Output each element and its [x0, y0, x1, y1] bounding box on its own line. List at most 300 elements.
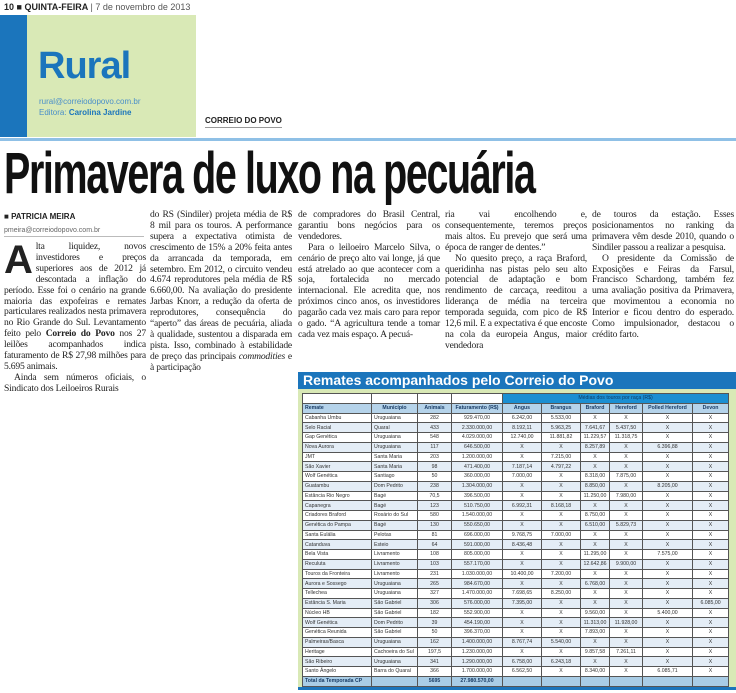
table-cell: X	[643, 530, 693, 540]
table-cell: São Xavier	[303, 462, 372, 472]
weekday: QUINTA-FEIRA	[24, 2, 88, 12]
table-cell: 6.758,00	[503, 657, 542, 667]
paragraph: ria vai encolhendo e, consequentemente, teremos preços mais altos. Eu prevejo que será uma época de ranger de dentes.”	[445, 209, 587, 253]
newspaper-brand: CORREIO DO POVO	[205, 116, 282, 128]
table-cell: X	[542, 667, 581, 677]
table-cell: X	[643, 628, 693, 638]
table-cell: 130	[418, 520, 452, 530]
table-cell: X	[693, 589, 729, 599]
masthead-accent-bar	[0, 15, 27, 137]
section-masthead	[0, 15, 196, 137]
table-cell: 8.205,00	[643, 481, 693, 491]
table-cell: 6.510,00	[581, 520, 610, 530]
article-column-1	[4, 238, 146, 395]
total-cell	[610, 676, 643, 686]
table-cell: 646.500,00	[452, 442, 503, 452]
table-cell: X	[693, 481, 729, 491]
table-row	[303, 481, 729, 491]
table-cell: 9.857,58	[581, 647, 610, 657]
page-number: 10	[4, 2, 15, 12]
author-byline: ■ PATRICIA MEIRA	[4, 212, 76, 221]
table-row	[303, 491, 729, 501]
table-cell: Aurora e Sossego	[303, 579, 372, 589]
table-cell: X	[610, 550, 643, 560]
table-cell: Santiago	[372, 472, 418, 482]
total-cell	[693, 676, 729, 686]
table-cell: 5.829,73	[610, 520, 643, 530]
paragraph: do RS (Sindiler) projeta média de R$ 8 mil para os touros. A performance supera a expectativa otimista de crescimento de 15% a 20% feita antes da arrancada da temporada, em setembro. Em 2012, o circuito vendeu 4.674 reprodutores pela média de R$ 6.660,00. Na avaliação do presidente Jarbas Knorr, a redução da oferta de reprodutores, consequência do “aperto” das áreas de pecuária, aliada à qualidade, sustentou a disparada em pista. Isso, combinado à estabilidade de preço das principais commodities e à participação	[150, 209, 292, 373]
table-cell: 7.000,00	[503, 472, 542, 482]
table-cell: 8.192,11	[503, 423, 542, 433]
table-cell: X	[503, 579, 542, 589]
column-header: Remate	[303, 403, 372, 413]
table-cell: X	[693, 452, 729, 462]
table-cell: 8.750,00	[581, 511, 610, 521]
table-cell: X	[503, 628, 542, 638]
article-column-4	[445, 210, 587, 352]
table-cell: 396.370,00	[452, 628, 503, 638]
table-cell: 6.085,00	[693, 598, 729, 608]
table-cell: Dom Pedrito	[372, 481, 418, 491]
table-title: Remates acompanhados pelo Correio do Povo	[298, 372, 736, 389]
table-cell: Uruguaiana	[372, 579, 418, 589]
table-cell: X	[503, 559, 542, 569]
table-cell: 1.470.000,00	[452, 589, 503, 599]
table-cell: X	[610, 540, 643, 550]
table-cell: X	[693, 647, 729, 657]
table-cell: X	[503, 442, 542, 452]
table-row	[303, 462, 729, 472]
group-header-row	[303, 394, 729, 404]
total-cell	[643, 676, 693, 686]
table-cell: 50	[418, 472, 452, 482]
table-cell: 5.533,00	[542, 413, 581, 423]
table-cell: 548	[418, 433, 452, 443]
table-row	[303, 472, 729, 482]
table-cell: 10.400,00	[503, 569, 542, 579]
table-cell: 182	[418, 608, 452, 618]
table-cell: X	[610, 579, 643, 589]
total-cell	[542, 676, 581, 686]
table-cell: 306	[418, 598, 452, 608]
table-cell: Criadores Braford	[303, 511, 372, 521]
table-cell: 12.740,00	[503, 433, 542, 443]
table-cell: 552.900,00	[452, 608, 503, 618]
table-cell: Uruguaiana	[372, 413, 418, 423]
table-cell: São Gabriel	[372, 608, 418, 618]
table-cell: 12.642,86	[581, 559, 610, 569]
table-cell: 203	[418, 452, 452, 462]
table-cell: 70,5	[418, 491, 452, 501]
table-cell: Touros da Fronteira	[303, 569, 372, 579]
table-cell: 591.000,00	[452, 540, 503, 550]
table-cell: 7.395,00	[503, 598, 542, 608]
table-cell: 7.200,00	[542, 569, 581, 579]
table-row	[303, 501, 729, 511]
section-editor	[39, 108, 132, 117]
table-row	[303, 559, 729, 569]
table-row	[303, 628, 729, 638]
table-row	[303, 667, 729, 677]
table-cell: X	[693, 628, 729, 638]
paragraph: Alta liquidez, novos investidores e preços superiores aos de 2012 já descontada a inflação do período. Esse foi o cenário na grande maioria das expofeiras e remates particulares realizados nesta primavera no Rio Grande do Sul. Levantamento feito pelo Correio do Povo nos 27 leilões acompanhados indica faturamento de R$ 27,98 milhões para 5.695 animais.	[4, 238, 146, 372]
table-cell: Nova Aurora	[303, 442, 372, 452]
issue-date: 7 de novembro de 2013	[95, 2, 191, 12]
table-cell: 471.400,00	[452, 462, 503, 472]
table-cell: São Ribeiro	[303, 657, 372, 667]
article-column-2	[150, 210, 292, 374]
table-cell: 7.000,00	[542, 530, 581, 540]
table-cell: 5.540,00	[542, 637, 581, 647]
column-header-row	[303, 403, 729, 413]
table-cell: 11.881,82	[542, 433, 581, 443]
table-cell: 8.168,18	[542, 501, 581, 511]
table-cell: Uruguaiana	[372, 589, 418, 599]
table-cell: Bela Vista	[303, 550, 372, 560]
table-cell: X	[610, 530, 643, 540]
table-cell: 8.340,00	[581, 667, 610, 677]
table-cell: 11.313,00	[581, 618, 610, 628]
total-row	[303, 676, 729, 686]
table-cell: X	[503, 511, 542, 521]
table-cell: 6.562,50	[503, 667, 542, 677]
table-cell: 580	[418, 511, 452, 521]
column-header: Animais	[418, 403, 452, 413]
table-cell: X	[693, 462, 729, 472]
table-cell: X	[542, 442, 581, 452]
table-cell: 6.992,31	[503, 501, 542, 511]
table-row	[303, 511, 729, 521]
table-cell: X	[643, 472, 693, 482]
table-cell: X	[693, 423, 729, 433]
table-cell: 557.170,00	[452, 559, 503, 569]
table-cell: 282	[418, 413, 452, 423]
paragraph: Ainda sem números oficiais, o Sindicato dos Leiloeiros Rurais	[4, 371, 146, 394]
table-cell: X	[503, 608, 542, 618]
table-cell: Estância S. Maria	[303, 598, 372, 608]
table-cell: X	[693, 530, 729, 540]
table-cell: São Gabriel	[372, 628, 418, 638]
table-row	[303, 540, 729, 550]
table-cell: Quaraí	[372, 423, 418, 433]
table-cell: Bagé	[372, 491, 418, 501]
editor-name: Carolina Jardine	[68, 108, 132, 117]
table-row	[303, 598, 729, 608]
table-row	[303, 579, 729, 589]
table-cell: X	[693, 579, 729, 589]
table-cell: Uruguaiana	[372, 657, 418, 667]
table-cell: X	[542, 559, 581, 569]
table-cell: X	[503, 550, 542, 560]
table-cell: X	[643, 491, 693, 501]
table-cell: 6.396,88	[643, 442, 693, 452]
table-cell: 4.797,22	[542, 462, 581, 472]
table-cell: X	[542, 647, 581, 657]
table-cell: X	[693, 433, 729, 443]
table-cell: Guatambu	[303, 481, 372, 491]
table-cell: Genética do Pampa	[303, 520, 372, 530]
table-cell: 6.242,00	[503, 413, 542, 423]
table-cell: 9.560,00	[581, 608, 610, 618]
table-cell: Bagé	[372, 501, 418, 511]
paragraph: Para o leiloeiro Marcelo Silva, o cenário de preço alto vai longe, já que está atrelado ao que acontecer com a soja, fortalecida no mercado internacional. Ele acredita que, nos próximos cinco anos, os investidores pagarão cada vez mais caro para repor o gado. “A agricultura tende a tomar cada vez mais espaço. A pecuá-	[298, 241, 440, 340]
table-cell: 1.400.000,00	[452, 637, 503, 647]
table-cell: X	[610, 481, 643, 491]
table-cell: 265	[418, 579, 452, 589]
table-cell: 1.540.000,00	[452, 511, 503, 521]
table-row	[303, 423, 729, 433]
table-row	[303, 442, 729, 452]
table-row	[303, 452, 729, 462]
table-cell: 64	[418, 540, 452, 550]
table-cell: 341	[418, 657, 452, 667]
table-cell: X	[610, 608, 643, 618]
table-cell: X	[581, 462, 610, 472]
article-headline: Primavera de luxo na pecuária	[4, 141, 535, 206]
table-cell: Núcleo HB	[303, 608, 372, 618]
table-cell: X	[581, 637, 610, 647]
table-cell: X	[581, 530, 610, 540]
table-cell: X	[581, 569, 610, 579]
table-cell: 696.000,00	[452, 530, 503, 540]
column-header: Angus	[503, 403, 542, 413]
table-cell: Santa Maria	[372, 452, 418, 462]
table-cell: 39	[418, 618, 452, 628]
table-cell: Pelotas	[372, 530, 418, 540]
table-cell: 108	[418, 550, 452, 560]
blank-header-cell	[418, 394, 452, 404]
table-cell: Bagé	[372, 520, 418, 530]
table-cell: 11.229,57	[581, 433, 610, 443]
table-cell: X	[643, 579, 693, 589]
table-cell: X	[542, 540, 581, 550]
table-cell: 7.875,00	[610, 472, 643, 482]
table-cell: Wolf Genética	[303, 618, 372, 628]
table-row	[303, 530, 729, 540]
table-cell: 162	[418, 637, 452, 647]
table-cell: 5.963,25	[542, 423, 581, 433]
table-cell: X	[693, 511, 729, 521]
table-cell: 1.030.000,00	[452, 569, 503, 579]
column-header: Polled Hereford	[643, 403, 693, 413]
table-cell: 366	[418, 667, 452, 677]
table-cell: X	[643, 511, 693, 521]
column-header: Brangus	[542, 403, 581, 413]
table-cell: Santa Eulália	[303, 530, 372, 540]
table-cell: X	[542, 550, 581, 560]
column-header: Hereford	[610, 403, 643, 413]
table-cell: Wolf Genética	[303, 472, 372, 482]
table-cell: X	[643, 637, 693, 647]
table-cell: X	[610, 462, 643, 472]
table-cell: X	[503, 481, 542, 491]
table-cell: 8.767,74	[503, 637, 542, 647]
table-cell: Estância Rio Negro	[303, 491, 372, 501]
blank-header-cell	[372, 394, 418, 404]
table-cell: X	[643, 413, 693, 423]
table-cell: X	[643, 501, 693, 511]
blank-header-cell	[303, 394, 372, 404]
total-cell	[581, 676, 610, 686]
table-row	[303, 647, 729, 657]
table-cell: X	[693, 491, 729, 501]
drop-cap: A	[4, 238, 33, 282]
table-cell: Reculuta	[303, 559, 372, 569]
table-cell: Uruguaiana	[372, 442, 418, 452]
section-title: Rural	[38, 45, 131, 87]
author-email: pmeira@correiodopovo.com.br	[4, 227, 144, 237]
table-cell: 1.230.000,00	[452, 647, 503, 657]
table-cell: 576.000,00	[452, 598, 503, 608]
table-cell: Gap Genética	[303, 433, 372, 443]
table-cell: X	[693, 520, 729, 530]
page-header-line: 10 ■ QUINTA-FEIRA | 7 de novembro de 2013	[4, 2, 191, 12]
table-cell: X	[610, 657, 643, 667]
auction-table-box	[298, 389, 736, 690]
table-cell: X	[610, 501, 643, 511]
table-cell: Genética Reunida	[303, 628, 372, 638]
table-cell: 433	[418, 423, 452, 433]
table-cell: X	[610, 413, 643, 423]
table-cell: X	[643, 589, 693, 599]
table-cell: 81	[418, 530, 452, 540]
table-cell: X	[542, 511, 581, 521]
table-cell: 7.187,14	[503, 462, 542, 472]
table-cell: Livramento	[372, 550, 418, 560]
table-cell: 98	[418, 462, 452, 472]
table-cell: Selo Racial	[303, 423, 372, 433]
table-cell: Rosário do Sul	[372, 511, 418, 521]
table-cell: 1.290.000,00	[452, 657, 503, 667]
table-cell: X	[693, 550, 729, 560]
table-cell: 984.670,00	[452, 579, 503, 589]
table-cell: 2.330.000,00	[452, 423, 503, 433]
table-cell: X	[693, 637, 729, 647]
total-cell	[372, 676, 418, 686]
table-cell: Esteio	[372, 540, 418, 550]
table-cell: X	[503, 491, 542, 501]
table-cell: X	[643, 657, 693, 667]
table-row	[303, 550, 729, 560]
table-cell: 7.261,11	[610, 647, 643, 657]
table-cell: X	[542, 628, 581, 638]
table-cell: 396.500,00	[452, 491, 503, 501]
table-cell: 11.318,75	[610, 433, 643, 443]
table-cell: 929.470,00	[452, 413, 503, 423]
table-cell: 117	[418, 442, 452, 452]
table-cell: 197,5	[418, 647, 452, 657]
table-cell: X	[693, 569, 729, 579]
table-cell: Livramento	[372, 559, 418, 569]
column-header: Faturamento (R$)	[452, 403, 503, 413]
table-cell: X	[643, 647, 693, 657]
table-cell: 6.085,71	[643, 667, 693, 677]
table-row	[303, 413, 729, 423]
table-cell: X	[610, 452, 643, 462]
table-cell: Uruguaiana	[372, 433, 418, 443]
table-cell: X	[581, 413, 610, 423]
table-cell: 6.768,00	[581, 579, 610, 589]
table-cell: X	[643, 569, 693, 579]
table-cell: X	[542, 472, 581, 482]
table-cell: JMT	[303, 452, 372, 462]
table-cell: X	[581, 540, 610, 550]
table-cell: Livramento	[372, 569, 418, 579]
table-cell: 9.900,00	[610, 559, 643, 569]
table-cell: 7.641,67	[581, 423, 610, 433]
table-cell: 7.575,00	[643, 550, 693, 560]
table-cell: 550.650,00	[452, 520, 503, 530]
blank-header-cell	[452, 394, 503, 404]
table-cell: Capanegra	[303, 501, 372, 511]
table-row	[303, 569, 729, 579]
paragraph: O presidente da Comissão de Exposições e Feiras da Farsul, Francisco Schardong, também fez uma avaliação positiva da Primavera, que movimentou a economia no Interior e ficou dentro do esperado. Como impulsionador, destacou o crédito farto.	[592, 252, 734, 340]
table-cell: X	[542, 618, 581, 628]
table-cell: X	[643, 462, 693, 472]
table-cell: X	[610, 667, 643, 677]
total-cell: 5695	[418, 676, 452, 686]
table-cell: X	[542, 520, 581, 530]
table-cell: X	[643, 520, 693, 530]
table-cell: X	[643, 423, 693, 433]
table-cell: X	[581, 657, 610, 667]
total-cell: 27.980.570,00	[452, 676, 503, 686]
article-column-3	[298, 210, 440, 341]
paragraph: de compradores do Brasil Central, garantiu bons negócios para os vendedores.	[298, 209, 440, 242]
table-cell: 5.400,00	[643, 608, 693, 618]
table-cell: X	[503, 452, 542, 462]
table-cell: Heritage	[303, 647, 372, 657]
total-cell	[503, 676, 542, 686]
table-cell: 7.698,65	[503, 589, 542, 599]
article-column-5	[592, 210, 734, 341]
table-cell: X	[693, 657, 729, 667]
table-cell: 8.850,00	[581, 481, 610, 491]
table-cell: X	[643, 598, 693, 608]
table-cell: X	[542, 598, 581, 608]
table-cell: 11.295,00	[581, 550, 610, 560]
table-cell: 1.700.000,00	[452, 667, 503, 677]
table-cell: X	[503, 618, 542, 628]
column-header: Município	[372, 403, 418, 413]
table-cell: X	[643, 540, 693, 550]
table-cell: X	[643, 433, 693, 443]
editor-label: Editora:	[39, 108, 67, 117]
table-cell: 50	[418, 628, 452, 638]
paragraph: No quesito preço, a raça Braford, queridinha nas pistas pelo seu alto potencial de adaptação e bom rendimento de carcaça, reeditou a liderança de média na terceira temporada seguida, com pico de R$ 12,6 mil. E a expectativa é que encoste na cola da europeia Angus, maior vendedora	[445, 252, 587, 351]
table-cell: X	[693, 501, 729, 511]
table-cell: X	[693, 559, 729, 569]
table-cell: 360.000,00	[452, 472, 503, 482]
table-cell: Cachoeira do Sul	[372, 647, 418, 657]
table-cell: Catanduva	[303, 540, 372, 550]
total-cell: Total da Temporada CP	[303, 676, 372, 686]
table-cell: X	[693, 667, 729, 677]
table-cell: X	[610, 589, 643, 599]
table-row	[303, 637, 729, 647]
table-cell: Tellechea	[303, 589, 372, 599]
table-cell: X	[693, 608, 729, 618]
table-cell: 6.243,18	[542, 657, 581, 667]
table-cell: X	[581, 452, 610, 462]
table-cell: 231	[418, 569, 452, 579]
table-cell: X	[610, 637, 643, 647]
table-cell: X	[693, 413, 729, 423]
table-cell: 327	[418, 589, 452, 599]
table-cell: 103	[418, 559, 452, 569]
table-cell: 805.000,00	[452, 550, 503, 560]
table-cell: X	[581, 589, 610, 599]
